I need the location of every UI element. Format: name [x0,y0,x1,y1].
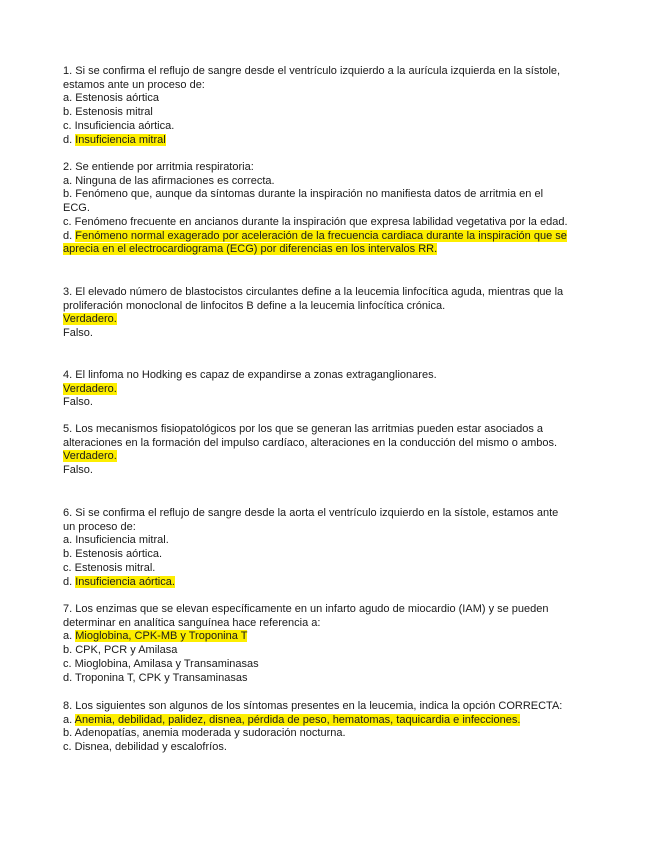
answer-option [63,630,568,644]
highlighted-answer: Mioglobina, CPK-MB y Troponina T [75,630,248,643]
question-4 [63,369,568,410]
option-prefix: b. [63,727,75,740]
option-prefix: a. [63,713,75,726]
answer-option [63,450,568,464]
highlighted-answer: Fenómeno normal exagerado por aceleración de la frecuencia cardiaca durante la inspiración que se aprecia en el electrocardiograma (ECG) por diferencias en los intervalos RR. [63,229,567,256]
option-text: Insuficiencia aórtica. [74,119,175,132]
question-stem: 3. El elevado número de blastocistos circulantes define a la leucemia linfocítica aguda, mientras que la proliferación monoclonal de linfocitos B define a la leucemia linfocítica crónica. [63,286,564,312]
option-text: Ninguna de las afirmaciones es correcta. [75,174,275,187]
question-7 [63,603,568,685]
answer-option [63,92,568,106]
question-stem: 8. Los siguientes son algunos de los síntomas presentes en la leucemia, indica la opción CORRECTA: [63,700,563,712]
option-text: Falso. [63,464,93,477]
question-stem: 6. Si se confirma el reflujo de sangre desde la aorta el ventrículo izquierdo en la sístole, estamos ante un proceso de: [63,507,559,533]
answer-option [63,714,568,728]
highlighted-answer: Verdadero. [63,313,117,326]
option-text: Adenopatías, anemia moderada y sudoración nocturna. [74,727,346,740]
answer-option [63,327,568,341]
question-8 [63,700,568,755]
option-text: Falso. [63,396,93,409]
option-prefix: c. [63,119,75,132]
question-stem: 2. Se entiende por arritmia respiratoria: [63,161,254,173]
answer-option [63,548,568,562]
option-text: Fenómeno frecuente en ancianos durante la inspiración que expresa labilidad vegetativa por la edad. [74,215,568,228]
question-1 [63,65,568,147]
question-3 [63,286,568,341]
option-prefix: c. [63,561,75,574]
answer-option [63,644,568,658]
option-prefix: d. [63,229,76,242]
option-prefix: d. [63,133,76,146]
answer-option [63,534,568,548]
option-text: Mioglobina, Amilasa y Transaminasas [74,657,259,670]
answer-option [63,464,568,478]
option-text: Insuficiencia mitral. [75,534,169,547]
question-stem: 4. El linfoma no Hodking es capaz de expandirse a zonas extraganglionares. [63,369,437,381]
option-text: CPK, PCR y Amilasa [75,644,178,657]
answer-option [63,106,568,120]
option-prefix: b. [63,106,76,119]
question-6 [63,507,568,589]
option-text: Disnea, debilidad y escalofríos. [74,741,227,754]
answer-option [63,658,568,672]
option-prefix: c. [63,657,75,670]
highlighted-answer: Verdadero. [63,382,117,395]
option-text: Estenosis aórtica. [75,548,163,561]
highlighted-answer: Anemia, debilidad, palidez, disnea, pérdida de peso, hematomas, taquicardia e infecciones. [74,713,521,726]
answer-option [63,230,568,257]
answer-option [63,313,568,327]
question-stem: 7. Los enzimas que se elevan específicamente en un infarto agudo de miocardio (IAM) y se pueden determinar en analítica sanguínea hace referencia a: [63,603,549,629]
option-prefix: c. [63,215,75,228]
answer-option [63,562,568,576]
option-prefix: b. [63,548,76,561]
option-text: Troponina T, CPK y Transaminasas [75,671,248,684]
option-prefix: d. [63,575,76,588]
answer-option [63,188,568,215]
option-prefix: a. [63,174,76,187]
question-5 [63,423,568,478]
question-stem: 1. Si se confirma el reflujo de sangre desde el ventrículo izquierdo a la aurícula izquierda en la sístole, estamos ante un proceso de: [63,65,561,91]
answer-option [63,175,568,189]
option-text: Estenosis mitral [75,106,153,119]
question-2 [63,161,568,257]
option-prefix: a. [63,534,76,547]
answer-option [63,120,568,134]
answer-option [63,396,568,410]
option-text: Fenómeno que, aunque da síntomas durante la inspiración no manifiesta datos de arritmia en el ECG. [63,188,544,215]
option-text: Estenosis mitral. [74,561,156,574]
highlighted-answer: Verdadero. [63,450,117,463]
highlighted-answer: Insuficiencia mitral [75,133,166,146]
option-prefix: d. [63,671,76,684]
option-prefix: b. [63,644,76,657]
answer-option [63,134,568,148]
question-stem: 5. Los mecanismos fisiopatológicos por los que se generan las arritmias pueden estar asociados a alteraciones en la formación del impulso cardíaco, alteraciones en la conducción del mismo o ambos. [63,423,558,449]
option-prefix: b. [63,188,76,201]
answer-option [63,383,568,397]
answer-option [63,216,568,230]
option-text: Falso. [63,327,93,340]
answer-option [63,727,568,741]
option-text: Estenosis aórtica [75,92,159,105]
answer-option [63,672,568,686]
option-prefix: a. [63,92,76,105]
option-prefix: c. [63,741,75,754]
answer-option [63,741,568,755]
option-prefix: a. [63,630,76,643]
highlighted-answer: Insuficiencia aórtica. [75,575,175,588]
answer-option [63,576,568,590]
